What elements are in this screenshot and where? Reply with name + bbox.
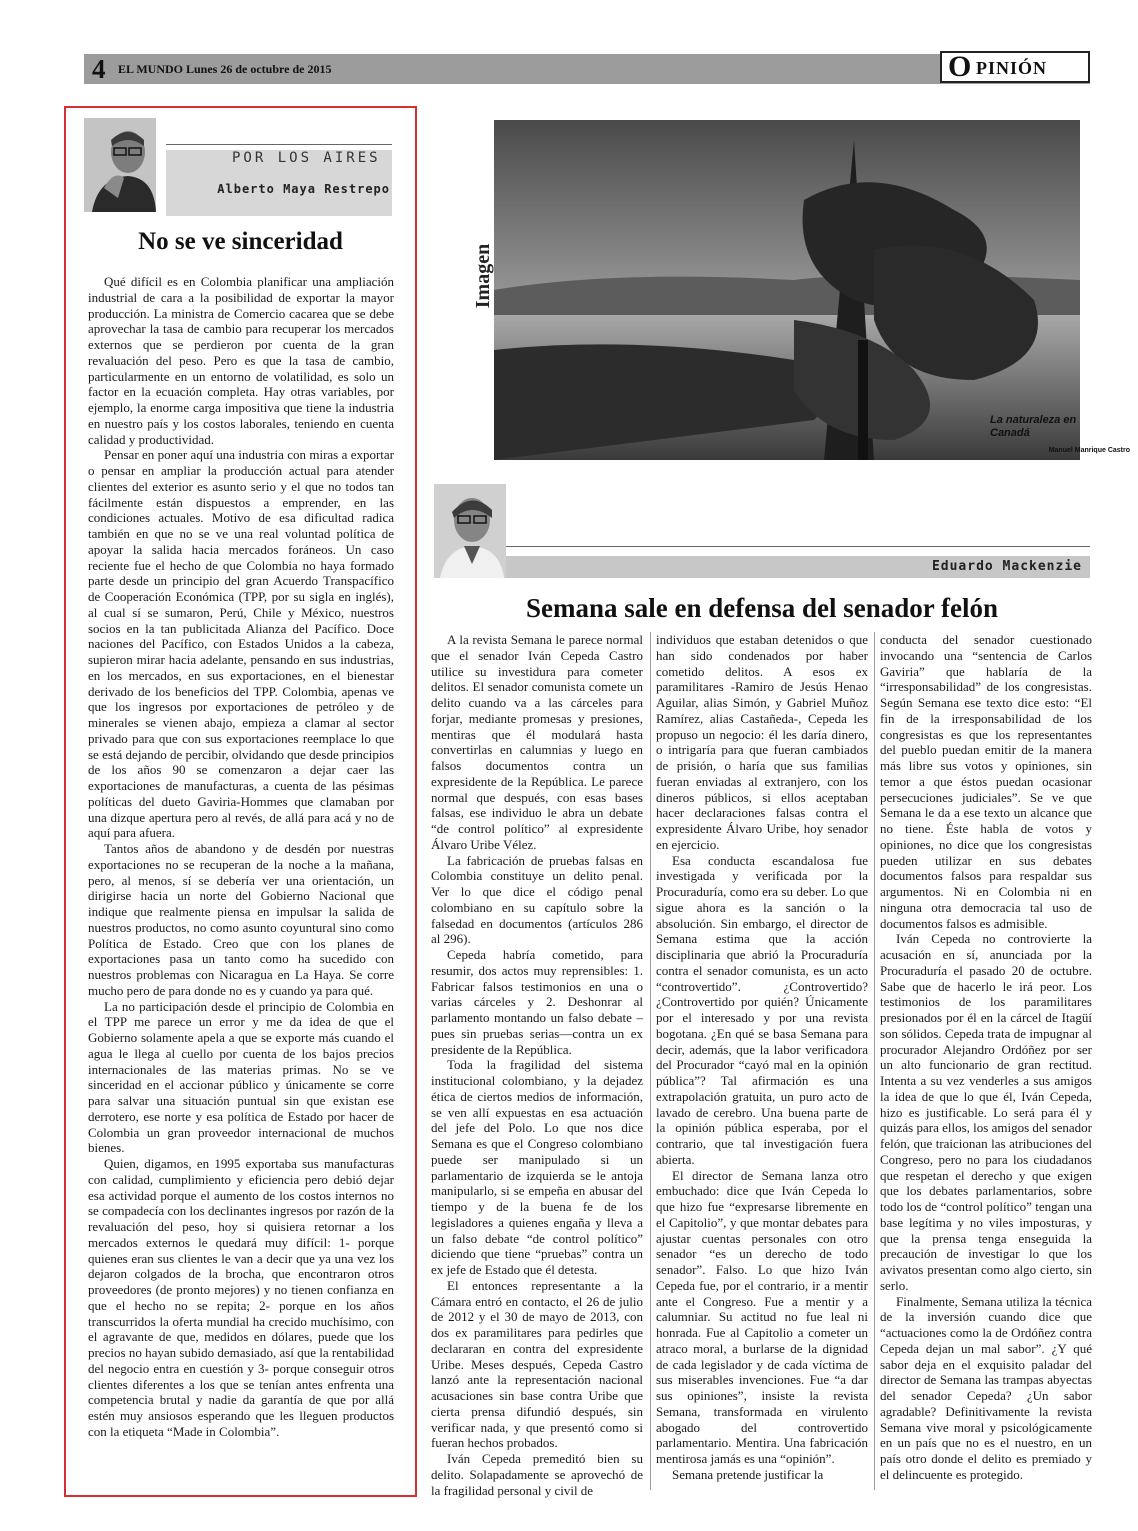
column-divider <box>874 632 875 1490</box>
paragraph: A la revista Semana le parece normal que el senador Iván Cepeda Castro utilice su investidura para cometer delitos. El senador comunista comete un delito cuando va a las cárceles para forjar, mediante promesas y presiones, mentiras que él modulará hasta convertirlas en calumnias y luego en falsos documentos contra un expresidente de la República. Le parece normal que después, con esas bases falsas, ese individuo le abra un debate “de control político” al expresidente Álvaro Uribe Vélez. <box>431 632 643 852</box>
section-initial: O <box>948 50 972 83</box>
article-body-col-1 <box>431 632 643 1498</box>
paper-date: EL MUNDO Lunes 26 de octubre de 2015 <box>118 62 332 76</box>
article-headline: No se ve sinceridad <box>138 228 343 255</box>
paragraph: La no participación desde el principio de Colombia en el TPP me parece un error y me da idea de que el Gobierno solamente apela a que se exporte más cuando el agua le llega al cuello por cuenta de los bajos precios internacionales de las materias primas. No se ve sinceridad en el accionar público y únicamente se corre para salvar una situación puntual sin que existan ese derrotero, ese norte y esa política de Estado por hacer de Colombia un gran proveedor internacional de muchos bienes. <box>88 998 394 1156</box>
paragraph: Iván Cepeda premeditó bien su delito. Solapadamente se aprovechó de la fragilidad personal y civil de <box>431 1451 643 1498</box>
paragraph: La fabricación de pruebas falsas en Colombia constituye un delito penal. Ver lo que dice el código penal colombiano en su capítulo sobre la falsedad en documentos (artículos 286 al 296). <box>431 852 643 947</box>
paragraph: conducta del senador cuestionado invocando una “sentencia de Carlos Gaviria” que hablaría de la “irresponsabilidad” de los congresistas. Según Semana ese texto dice esto: “El fin de la irresponsabilidad de los congresistas es que los representantes del pueblo puedan emitir de la manera más libre sus votos y opiniones, sin temor a que éstos puedan ocasionar persecuciones judiciales”. Se ve que Semana le da a ese texto un alcance que no tiene. Éste habla de votos y opiniones, no dice que los congresistas pueden utilizar en sus debates documentos falsos para respaldar sus argumentos. Ni en Colombia ni en ninguna otra democracia tal uso de documentos falsos es admisible. <box>880 632 1092 931</box>
author-photo <box>84 118 156 212</box>
paragraph: Esa conducta escandalosa fue investigada y verificada por la Procuraduría, como era su deber. Lo que sigue ahora es la sanción o la absolución. Sin embargo, el director de Semana estima que la acción disciplinaria que abrió la Procuraduría contra el senador comunista, es un acto “controvertido”. ¿Controvertido? ¿Controvertido por quién? Únicamente por el interesado y por una revista bogotana. ¿En qué se basa Semana para decir, además, que la labor verificadora del Procurador “cayó mal en la opinión pública”? Tal afirmación es una extrapolación gratuita, un puro acto de lavado de cerebro. Una buena parte de la opinión pública esperaba, por el contrario, que tal investigación fuera abierta. <box>656 852 868 1167</box>
article-no-se-ve-sinceridad <box>64 106 417 1497</box>
paragraph: Iván Cepeda no controvierte la acusación en sí, anunciada por la Procuraduría el pasado 20 de octubre. Sabe que de hacerlo le irá peor. Los testimonios de los paramilitares presionados por él en la cárcel de Itagüí son sólidos. Cepeda trata de impugnar al procurador Alejandro Ordóñez por ser un alto funcionario de gran rectitud. Intenta a su vez venderles a sus amigos la idea de que lo que él, Iván Cepeda, hizo es justificable. Lo será para él y quizás para ellos, los amigos del senador felón, que traicionan las atribuciones del Congreso, pero no para los ciudadanos que respetan el derecho y que exigen que los debates parlamentarios, sobre todo los de “control político” tengan una base legítima y no viles imposturas, y que la prensa tenga enseguida la precaución de investigar lo que los avivatos presentan como algo cierto, sin serlo. <box>880 931 1092 1293</box>
column-divider <box>650 632 651 1490</box>
author-byline-2: Eduardo Mackenzie <box>931 559 1082 574</box>
paragraph: Quien, digamos, en 1995 exportaba sus manufacturas con calidad, cumplimiento y eficiencia pero debió dejar esa actividad porque el aumento de los costos internos no se compadecía con los declinantes ingresos por razón de la revaluación del peso, hoy si quisiera retornar a los mercados externos le quedará muy difícil: 1- porque quienes eran sus clientes le van a decir que ya una vez los dejaron colgados de la brocha, que encontraron otros proveedores (de pronto mejores) y no tienen confianza en que el hecho no se repita; 2- porque en los años transcurridos la oferta mundial ha crecido muchísimo, con el agravante de que, medidos en dólares, puede que los precios no hayan subido demasiado, así que la rentabilidad del negocio entra en cuestión y 3- porque conseguir otros clientes diferentes a los que se tenían antes enfrenta una competencia brutal y nadie da garantía de que por allá estén muy ansiosos esperando que les lleguen productos con la etiqueta “Made in Colombia”. <box>88 1156 394 1439</box>
page-number: 4 <box>92 54 106 84</box>
column-name: POR LOS AIRES <box>232 150 381 166</box>
author-bar-2 <box>506 556 1090 578</box>
paragraph: El entonces representante a la Cámara entró en contacto, el 26 de julio de 2012 y el 30 de mayo de 2013, con dos ex paramilitares para pedirles que declararan en contra del expresidente Uribe. Meses después, Cepeda Castro lanzó ante la representación nacional acusaciones sin base contra Uribe que cierta prensa difundió después, sin verificar nada, y que presentó como si fueran hechos probados. <box>431 1277 643 1451</box>
photo-block <box>432 106 1130 470</box>
header-rule <box>166 144 392 145</box>
paragraph: Pensar en poner aquí una industria con miras a exportar o pensar en ampliar la producción actual para atender clientes del exterior es asunto serio y el que no todos tan fácilmente están dispuestos a emprender, en las condiciones actuales. Motivo de esa dificultad radica también en que no se ve una real voluntad política de apoyar la salida hacia mercados foráneos. Un caso reciente fue el hecho de que Colombia no haya formado parte desde un principio del gran Acuerdo Transpacífico de Cooperación Económica (TPP, por su sigla en inglés), al cual sí se sumaron, Perú, Chile y México, nuestros socios en la tan publicitada Alianza del Pacífico. Doce naciones del Pacífico, con Estados Unidos a la cabeza, supieron mirar hacia adelante, pensando en sus industrias, en los mercados, en sus exportaciones, en el bienestar derivado de los beneficios del TPP. Colombia, apenas ve que los ingresos por exportaciones de petróleo y de minerales se vienen abajo, empieza a clamar al sector privado para que con sus exportaciones reemplace lo que se está dejando de percibir, olvidando que desde principios de los años 90 se comenzaron a dejar caer las exportaciones de manufacturas, a cuenta de las pésimas políticas del dueto Gaviria-Hommes que clamaban por una dizque apertura pero al revés, de allá para acá y no de aquí para afuera. <box>88 447 394 841</box>
photo-credit: Manuel Manrique Castro <box>1048 447 1130 454</box>
article-body-col-3 <box>880 632 1092 1483</box>
section-rest: PINIÓN <box>976 58 1048 78</box>
paragraph: El director de Semana lanza otro embuchado: dice que Iván Cepeda lo que hizo fue “expresarse libremente en el Capitolio”, y que montar debates para ajustar cuentas personales con otro senador “es un derecho de todo senador”. Falso. Lo que hizo Iván Cepeda fue, por el contrario, ir a mentir ante el Congreso. Fue a mentir y a calumniar. Su actitud no fue leal ni honrada. Fue al Capitolio a cometer un atraco moral, a burlarse de la dignidad de cada legislador y de cada víctima de sus miserables invenciones. Fue “a dar sus opiniones”, insiste la revista Semana, transformada en virulento abogado del controvertido parlamentario. Mentira. Una fabricación mentirosa jamás es una “opinión”. <box>656 1167 868 1466</box>
paragraph: Tantos años de abandono y de desdén por nuestras exportaciones no se recuperan de la noche a la mañana, pero, al menos, sí se debería ver una orientación, un dirigirse hacia un norte del Gobierno Nacional que indique que realmente piensa en impulsar la salida de nuestros productos, no como asunto coyuntural sino como Política de Estado. Creo que con los planes de exportaciones pasa un tanto como ha sucedido con nuestros problemas con Nicaragua en La Haya. Se corre mucho pero de para donde no es y cuando ya para qué. <box>88 841 394 998</box>
article-body <box>88 274 394 1440</box>
paragraph: Toda la fragilidad del sistema institucional colombiano, y la dejadez ética de ciertos medios de información, se ven allí expuestas en esa actuación del jefe del Polo. Lo que nos dice Semana es que el Congreso colombiano puede ser manipulado si un parlamentario de izquierda se le antoja manipularlo, si se empeña en abusar del tiempo y de la buena fe de los legisladores a quienes engaña y lleva a un falso debate “de control político” diciendo que tiene “pruebas” contra un ex jefe de Estado que él detesta. <box>431 1057 643 1277</box>
paragraph: Qué difícil es en Colombia planificar una ampliación industrial de cara a la posibilidad de exportar la mayor producción. La ministra de Comercio cacarea que se debe aprovechar la tasa de cambio para recuperar los mercados externos que se perdieron por cuenta de la gran revaluación del peso. Pero es que la tasa de cambio, particularmente en un entorno de volatilidad, es solo un factor en la ecuación completa. Hay otras variables, por ejemplo, la enorme carga impositiva que tiene la industria en nuestro país y los costos laborales, teniendo en cuenta calidad y productividad. <box>88 274 394 447</box>
paragraph: Finalmente, Semana utiliza la técnica de la inversión cuando dice que “actuaciones como la de Ordóñez contra Cepeda dejan un mal sabor”. ¿Y qué sabor deja en el exquisito paladar del director de Semana las trampas abyectas del senador Cepeda? ¿Un sabor agradable? Definitivamente la revista Semana vive moral y psicológicamente en un país que no es el nuestro, en un país otro donde el delito es premiado y el delincuente es protegido. <box>880 1293 1092 1482</box>
article-body-col-2 <box>656 632 868 1483</box>
photo-caption: La naturaleza en Canadá <box>990 414 1077 439</box>
landscape-photo <box>494 120 1130 460</box>
article-headline-2: Semana sale en defensa del senador felón <box>525 593 998 623</box>
paragraph: Cepeda habría cometido, para resumir, dos actos muy reprensibles: 1. Fabricar falsos testimonios en una o varias cárceles y 2. Deshonrar al parlamento montando un falso debate –pues sin pruebas serias—contra un ex presidente de la República. <box>431 947 643 1057</box>
section-title <box>940 51 1090 83</box>
header-rule-2 <box>506 546 1090 547</box>
paragraph: individuos que estaban detenidos o que han sido condenados por haber cometido delitos. A esos ex paramilitares -Ramiro de Jesús Henao Aguilar, alias Simón, y Gabriel Muñoz Ramírez, alias Castañeda-, Cepeda les propuso un negocio: él les daría dinero, o intrigaría para que fueran cambiados de prisión, o haría que sus familias fueran enviadas al extranjero, con los dineros públicos, si ellos aceptaban hacer declaraciones falsas contra el expresidente Álvaro Uribe, hoy senador en ejercicio. <box>656 632 868 852</box>
author-photo-2 <box>434 484 506 578</box>
photo-section-label: Imagen <box>472 243 494 309</box>
masthead-bar <box>84 50 1090 84</box>
author-byline: Alberto Maya Restrepo <box>217 182 390 196</box>
paragraph: Semana pretende justificar la <box>672 1466 824 1482</box>
